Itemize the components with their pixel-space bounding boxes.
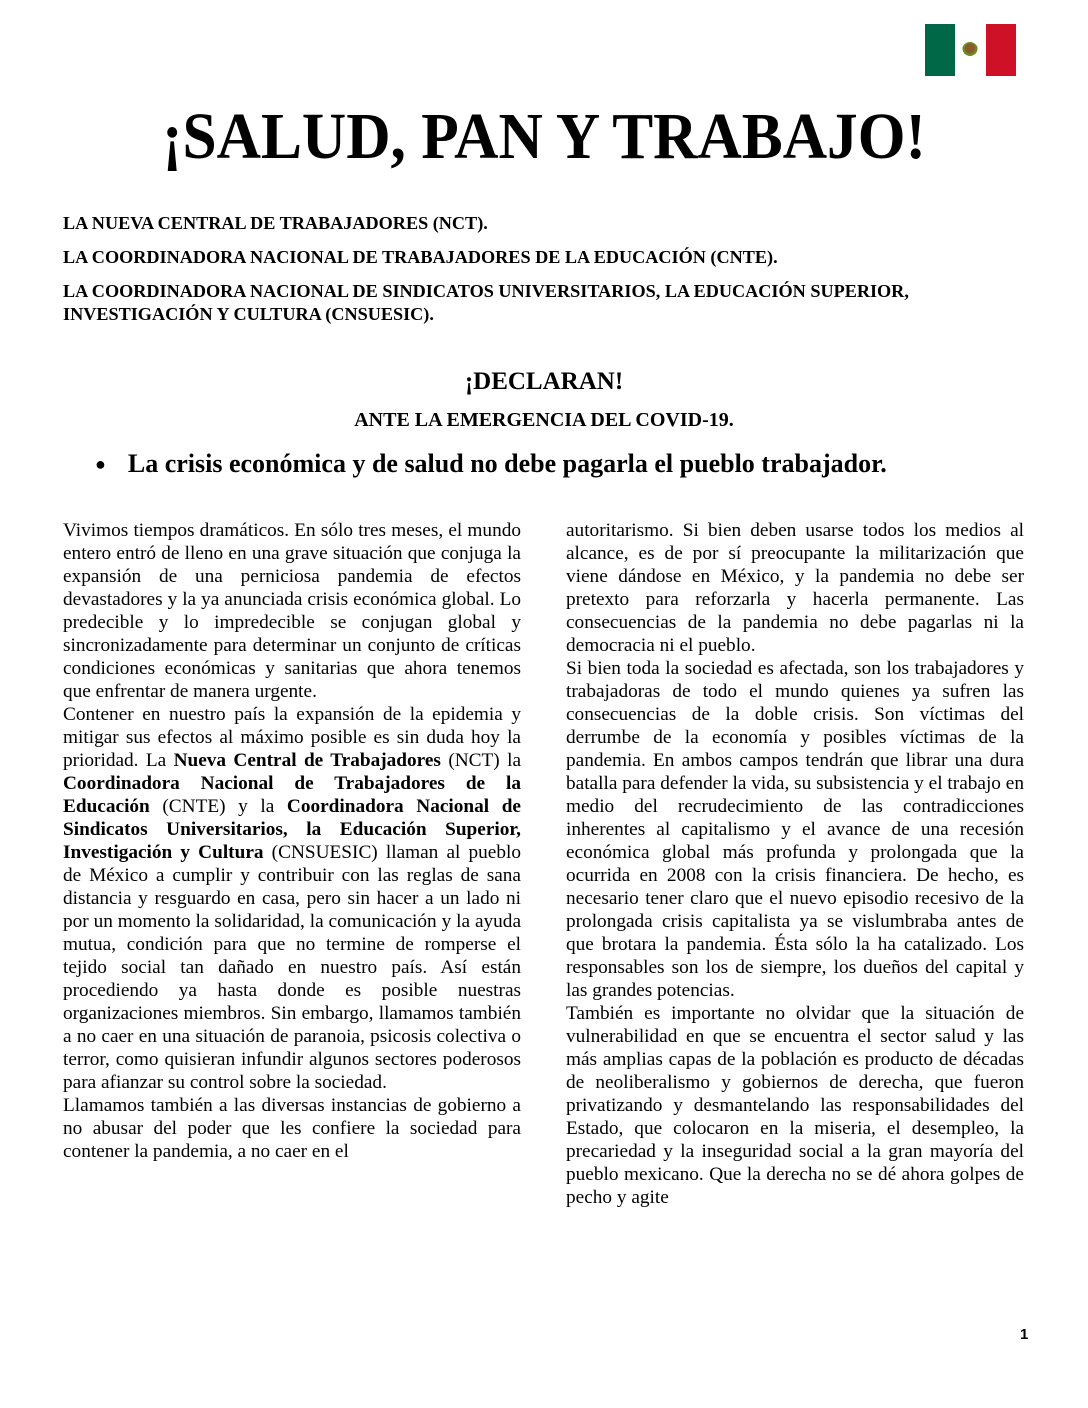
organization-cnte: LA COORDINADORA NACIONAL DE TRABAJADORES DE LA EDUCACIÓN (CNTE).	[63, 247, 778, 267]
flag-white-stripe	[955, 24, 985, 76]
organizations-list	[63, 212, 963, 337]
declaration-subheading: ANTE LA EMERGENCIA DEL COVID-19.	[354, 409, 734, 431]
text-run: (CNTE) y la	[149, 796, 287, 817]
bullet-icon: ●	[95, 453, 106, 474]
mexico-flag-icon	[925, 24, 1016, 76]
page-number: 1	[1020, 1326, 1029, 1343]
declaration-bullet	[95, 449, 887, 479]
text-run: Contener en nuestro país la expansión de la epidemia y mitigar sus efectos al máximo posible es sin duda hoy la prioridad. La	[63, 704, 521, 771]
paragraph: También es importante no olvidar que la situación de vulnerabilidad en que se encuentra el sector salud y las más amplias capas de la población es producto de décadas de neoliberalismo y gobiernos de derecha, que fueron privatizando y desmantelando las responsabilidades del Estado, que colocaron en la miseria, el desempleo, la precariedad y la inseguridad social a la gran mayoría del pueblo mexicano. Que la derecha no se dé ahora golpes de pecho y agite	[566, 1003, 1024, 1208]
organization-nct: LA NUEVA CENTRAL DE TRABAJADORES (NCT).	[63, 213, 488, 233]
paragraph: Llamamos también a las diversas instancias de gobierno a no abusar del poder que les confiere la sociedad para contener la pandemia, a no caer en el	[63, 1095, 521, 1162]
declaration-bullet-text: La crisis económica y de salud no debe pagarla el pueblo trabajador.	[127, 449, 887, 478]
org-name-nct: Nueva Central de Trabajadores	[173, 750, 441, 771]
org-name-cnte: Coordinadora Nacional de Trabajadores de la Educación	[63, 773, 521, 817]
flag-green-stripe	[925, 24, 955, 76]
coat-of-arms-icon	[962, 42, 978, 58]
paragraph	[63, 703, 521, 1094]
org-name-cnsuesic: Coordinadora Nacional de Sindicatos Universitarios, la Educación Superior, Investigación y Cultura	[63, 796, 521, 863]
page-title: ¡SALUD, PAN Y TRABAJO!	[162, 100, 926, 173]
organization-cnsuesic: LA COORDINADORA NACIONAL DE SINDICATOS UNIVERSITARIOS, LA EDUCACIÓN SUPERIOR, INVESTIGACIÓN Y CULTURA (CNSUESIC).	[63, 281, 909, 324]
text-run: (CNSUESIC) llaman al pueblo de México a cumplir y contribuir con las reglas de sana distancia y resguardo en casa, pero sin hacer a un lado ni por un momento la solidaridad, la comunicación y la ayuda mutua, condición para que no termine de romperse el tejido social tan dañado en nuestro país. Así están procediendo ya hasta donde es posible nuestras organizaciones miembros. Sin embargo, llamamos también a no caer en una situación de paranoia, psicosis colectiva o terror, como quisieran infundir algunos sectores poderosos para afianzar su control sobre la sociedad.	[63, 842, 521, 1093]
body-column-right	[566, 519, 1024, 1209]
paragraph: Si bien toda la sociedad es afectada, son los trabajadores y trabajadoras de todo el mundo quienes ya sufren las consecuencias de la doble crisis. Son víctimas del derrumbe de la economía y posibles víctimas de la pandemia. En ambos campos tendrán que librar una dura batalla para defender la vida, su subsistencia y el trabajo en medio del recrudecimiento de las contradicciones inherentes al capitalismo y el avance de una recesión económica global más profunda y prolongada que la ocurrida en 2008 con la crisis financiera. De hecho, es necesario tener claro que el nuevo episodio recesivo de la prolongada crisis capitalista ya se vislumbraba antes de que brotara la pandemia. Ésta sólo la ha catalizado. Los responsables son los de siempre, los dueños del capital y las grandes potencias.	[566, 658, 1024, 1001]
paragraph: Vivimos tiempos dramáticos. En sólo tres meses, el mundo entero entró de lleno en una grave situación que conjuga la expansión de una perniciosa pandemia de efectos devastadores y la ya anunciada crisis económica global. Lo predecible y lo impredecible se conjugan global y sincronizadamente para determinar un conjunto de críticas condiciones económicas y sanitarias que ahora tenemos que enfrentar de manera urgente.	[63, 520, 521, 702]
body-column-left	[63, 519, 521, 1163]
flag-red-stripe	[986, 24, 1016, 76]
declaration-heading: ¡DECLARAN!	[464, 368, 624, 395]
text-run: (NCT) la	[440, 750, 521, 771]
paragraph: autoritarismo. Si bien deben usarse todos los medios al alcance, es de por sí preocupante la militarización que viene dándose en México, y la pandemia no debe ser pretexto para reforzarla y hacerla permanente. Las consecuencias de la pandemia no debe pagarlas ni la democracia ni el pueblo.	[566, 520, 1024, 656]
